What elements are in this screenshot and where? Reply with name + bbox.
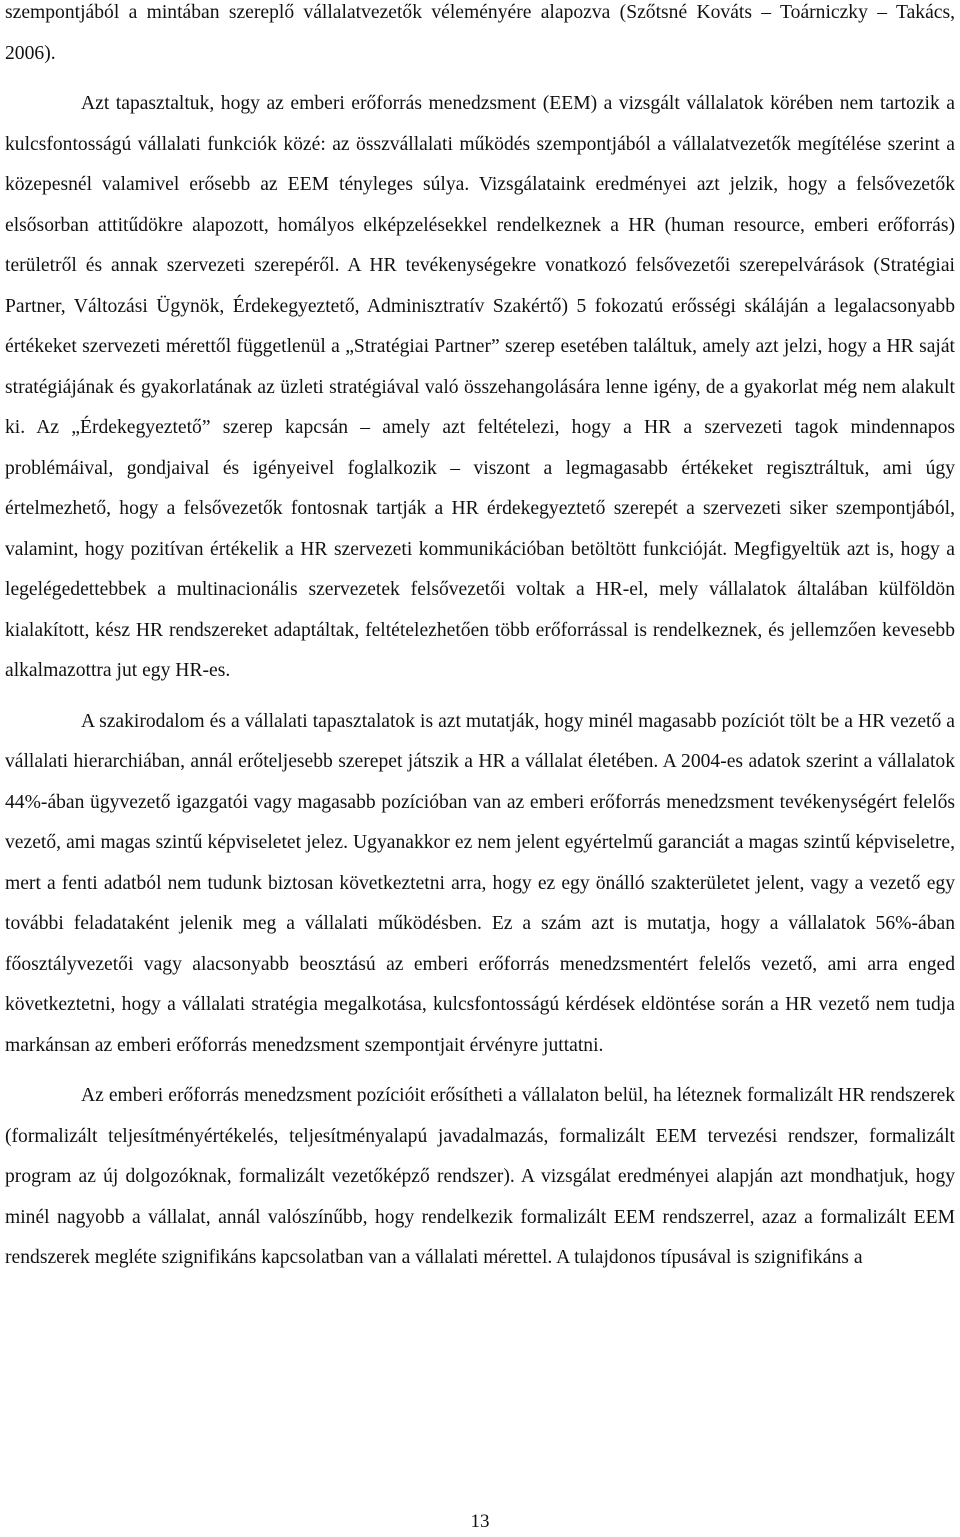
paragraph-spacer (5, 74, 955, 84)
paragraph-hr-role-findings: Azt tapasztaltuk, hogy az emberi erőforrás menedzsment (EEM) a vizsgált vállalatok körében nem tartozik a kulcsfontosságú vállalati funkciók közé: az összvállalati működés szempontjából a vállalatvezetők megítélése szerint a közepesnél valamivel erősebb az EEM tényleges súlya. Vizsgálataink eredményei azt jelzik, hogy a felsővezetők elsősorban attitűdökre alapozott, homályos elképzelésekkel rendelkeznek a HR (human resource, emberi erőforrás) területről és annak szervezeti szerepéről. A HR tevékenységekre vonatkozó felsővezetői szerepelvárások (Stratégiai Partner, Változási Ügynök, Érdekegyeztető, Adminisztratív Szakértő) 5 fokozatú erősségi skáláján a legalacsonyabb értékeket szervezeti mérettől függetlenül a „Stratégiai Partner” szerep esetében találtuk, amely azt jelzi, hogy a HR saját stratégiájának és gyakorlatának az üzleti stratégiával való összehangolására lenne igény, de a gyakorlat még nem alakult ki. Az „Érdekegyeztető” szerep kapcsán – amely azt feltételezi, hogy a HR a szervezeti tagok mindennapos problémáival, gondjaival és igényeivel foglalkozik – viszont a legmagasabb értékeket regisztráltuk, ami úgy értelmezhető, hogy a felsővezetők fontosnak tartják a HR érdekegyeztető szerepét a szervezeti siker szempontjából, valamint, hogy pozitívan értékelik a HR szervezeti kommunikációban betöltött funkcióját. Megfigyeltük azt is, hogy a legelégedettebbek a multinacionális szervezetek felsővezetői voltak a HR-el, mely vállalatok általában külföldön kialakított, kész HR rendszereket adaptáltak, feltételezhetően több erőforrással is rendelkeznek, és jellemzően kevesebb alkalmazottra jut egy HR-es. (5, 93, 955, 681)
page-number: 13 (470, 1511, 490, 1532)
paragraph-continuation: szempontjából a mintában szereplő vállalatvezetők véleményére alapozva (Szőtsné Kováts – Toárniczky – Takács, 2006). (5, 2, 955, 64)
paragraph-formalized-systems: Az emberi erőforrás menedzsment pozícióit erősítheti a vállalaton belül, ha léteznek formalizált HR rendszerek (formalizált teljesítményértékelés, teljesítményalapú javadalmazás, formalizált EEM tervezési rendszer, formalizált program az új dolgozóknak, formalizált vezetőképző rendszer). A vizsgálat eredményei alapján azt mondhatjuk, hogy minél nagyobb a vállalat, annál valószínűbb, hogy rendelkezik formalizált EEM rendszerrel, azaz a formalizált EEM rendszerek megléte szignifikáns kapcsolatban van a vállalati mérettel. A tulajdonos típusával is szignifikáns a (5, 1085, 955, 1268)
body-text (5, 0, 955, 1279)
paragraph-spacer (5, 692, 955, 702)
paragraph-hr-hierarchy: A szakirodalom és a vállalati tapasztalatok is azt mutatják, hogy minél magasabb pozíciót tölt be a HR vezető a vállalati hierarchiában, annál erőteljesebb szerepet játszik a HR a vállalat életében. A 2004-es adatok szerint a vállalatok 44%-ában ügyvezető igazgatói vagy magasabb pozícióban van az emberi erőforrás menedzsment tevékenységért felelős vezető, ami magas szintű képviseletet jelez. Ugyanakkor ez nem jelent egyértelmű garanciát a magas szintű képviseletre, mert a fenti adatból nem tudunk biztosan következtetni arra, hogy ez egy önálló szakterületet jelent, vagy a vezető egy további feladataként jelenik meg a vállalati működésben. Ez a szám azt is mutatja, hogy a vállalatok 56%-ában főosztályvezetői vagy alacsonyabb beosztású az emberi erőforrás menedzsmentért felelős vezető, ami arra enged következtetni, hogy a vállalati stratégia megalkotása, kulcsfontosságú kérdések eldöntése során a HR vezető nem tudja markánsan az emberi erőforrás menedzsment szempontjait érvényre juttatni. (5, 710, 955, 1056)
paragraph-spacer (5, 1066, 955, 1076)
